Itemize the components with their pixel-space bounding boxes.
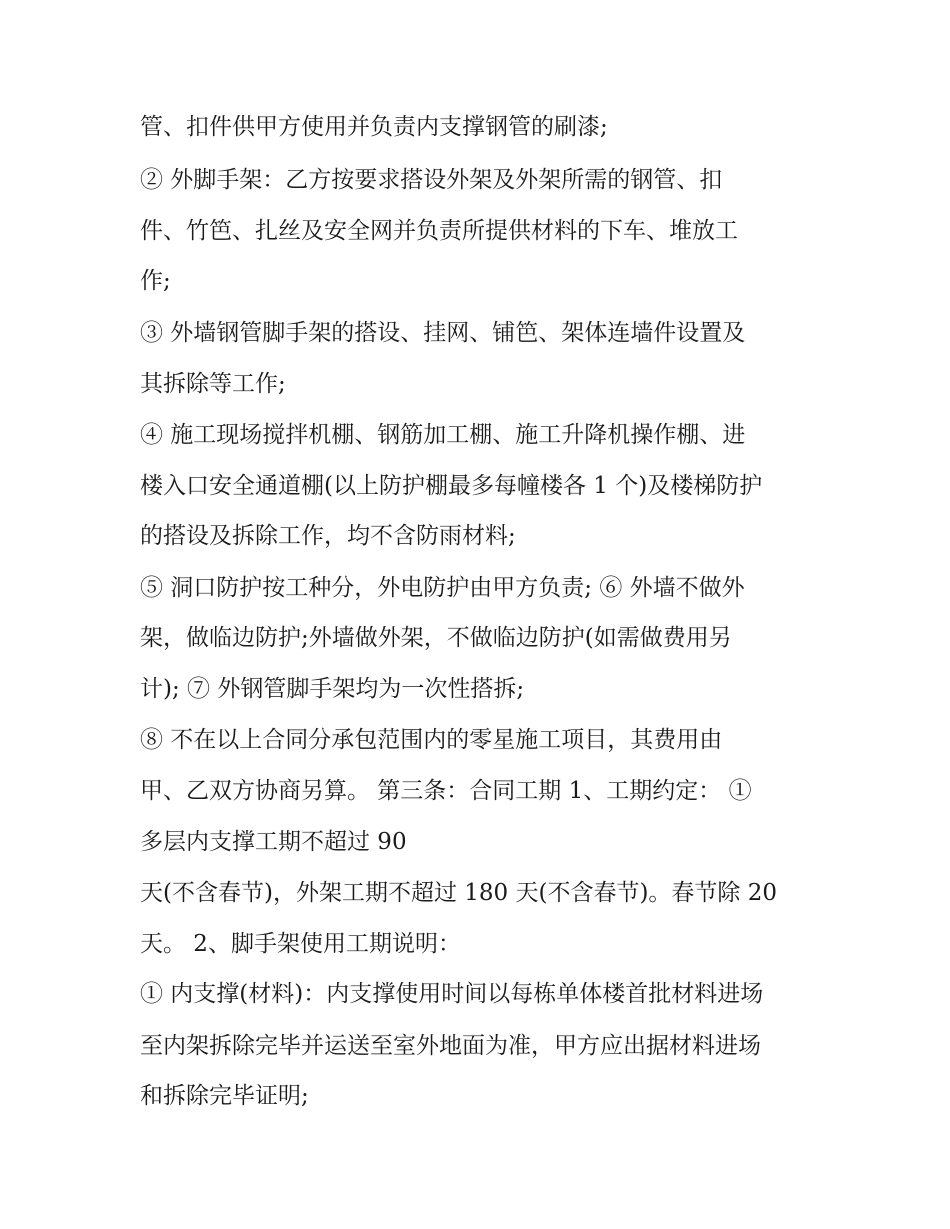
text-line: 作; xyxy=(140,268,171,294)
text-line: ① 内支撑(材料)：内支撑使用时间以每栋单体楼首批材料进场 xyxy=(140,981,764,1007)
text-line: ④ 施工现场搅拌机棚、钢筋加工棚、施工升降机操作棚、进 xyxy=(140,422,746,448)
text-line: 件、竹笆、扎丝及安全网并负责所提供材料的下车、堆放工 xyxy=(140,218,738,244)
text-line: 天。 2、脚手架使用工期说明： xyxy=(140,931,461,957)
text-line: ② 外脚手架：乙方按要求搭设外架及外架所需的钢管、扣 xyxy=(140,167,723,193)
text-line: 其拆除等工作; xyxy=(140,371,286,397)
text-line: 计); ⑦ 外钢管脚手架均为一次性搭拆; xyxy=(140,676,525,702)
text-line: ⑤ 洞口防护按工种分，外电防护由甲方负责; ⑥ 外墙不做外 xyxy=(140,575,745,601)
text-line: 天(不含春节)，外架工期不超过 180 天(不含春节)。春节除 20 xyxy=(140,880,777,906)
text-line: 至内架拆除完毕并运送至室外地面为准，甲方应出据材料进场 xyxy=(140,1033,761,1059)
text-line: 楼入口安全通道棚(以上防护棚最多每幢楼各 1 个)及楼梯防护 xyxy=(140,473,763,499)
text-line: 甲、乙双方协商另算。 第三条：合同工期 1、工期约定： ① xyxy=(140,778,752,804)
text-line: 多层内支撑工期不超过 90 xyxy=(140,829,407,855)
text-line: ⑧ 不在以上合同分承包范围内的零星施工项目，其费用由 xyxy=(140,727,723,753)
text-line: 管、扣件供甲方使用并负责内支撑钢管的刷漆; xyxy=(140,114,608,140)
text-line: ③ 外墙钢管脚手架的搭设、挂网、铺笆、架体连墙件设置及 xyxy=(140,320,746,346)
text-line: 架，做临边防护;外墙做外架，不做临边防护(如需做费用另 xyxy=(140,625,732,651)
text-line: 和拆除完毕证明; xyxy=(140,1083,309,1109)
text-line: 的搭设及拆除工作，均不含防雨材料; xyxy=(140,523,516,549)
